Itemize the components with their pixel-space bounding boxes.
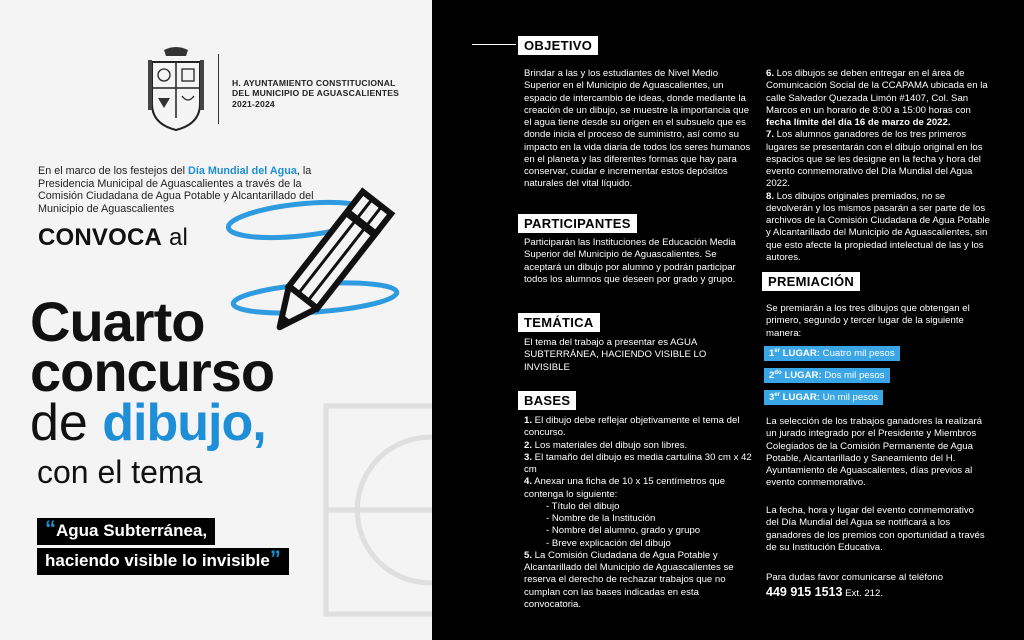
bases-item-7-num: 7.: [766, 129, 775, 141]
bases-item-8: [766, 191, 992, 265]
bases-sub-item: - Nombre de la Institución: [546, 513, 656, 525]
intro-part-2: , la Presidencia Municipal de Aguascalientes a través de la Comisión Ciudadana de Agua Potable y Alcantarillado del Municipio de Aguascalientes: [38, 165, 314, 216]
prize-2-value: Dos mil pesos: [821, 370, 885, 382]
prize-3-sup: er: [774, 392, 781, 398]
bases-item-4-num: 4.: [524, 476, 533, 488]
bases-item-1: [524, 415, 756, 440]
bases-item-5: [524, 550, 756, 611]
title-line-3-b: dibujo,: [102, 394, 266, 452]
prize-third: [764, 390, 883, 405]
gov-line-2: DEL MUNICIPIO DE AGUASCALIENTES: [232, 88, 400, 99]
bases-item-3: [524, 452, 756, 477]
prize-3-ord: 3: [769, 392, 775, 404]
prize-1-label: LUGAR:: [780, 348, 820, 360]
prize-3-value: Un mil pesos: [819, 392, 879, 404]
contact-info: [766, 572, 988, 601]
theme-text-2: haciendo visible lo invisible: [45, 551, 270, 570]
bases-item-7: [766, 129, 992, 190]
bases-item-6: [766, 68, 992, 129]
bases-item-1-text: El dibujo debe reflejar objetivamente el tema del concurso.: [524, 415, 740, 439]
prize-second: [764, 368, 890, 383]
gov-line-1: H. AYUNTAMIENTO CONSTITUCIONAL: [232, 78, 396, 88]
deadline-date: fecha límite del día 16 de marzo de 2022.: [766, 117, 951, 129]
prize-1-ord: 1: [769, 348, 775, 360]
participantes-text: Participarán las Instituciones de Educación Media Superior del Municipio de Aguascalientes. Se aceptará un dibujo por alumno y podrán participar todos los alumnos que deseen por grado y grupo.: [524, 237, 736, 285]
bases-continued: [766, 68, 992, 264]
header-divider: [218, 54, 219, 124]
convoca-heading: [38, 224, 188, 252]
bases-item-5-text: La Comisión Ciudadana de Agua Potable y Alcantarillado del Municipio de Aguascalientes se reserva el derecho de rechazar trabajos que no cumplan con las bases indicadas en esta convocatoria.: [524, 549, 734, 610]
objetivo-text: Brindar a las y los estudiantes de Nivel Medio Superior en el Municipio de Aguascalientes, un espacio de intercambio de ideas, donde mediante la creación de un dibujo, se muestre la importancia que el agua tiene desde su origen en el subsuelo que es donde inicia el proceso de suministro, así como su impacto en la vida diaria de todos los seres humanos en el planeta y las diferentes formas que hay para conservar, cuidar e incrementar estos depósitos naturales del vital líquido.: [524, 68, 751, 190]
prize-2-label: LUGAR:: [781, 370, 822, 382]
bases-item-6-num: 6.: [766, 68, 775, 79]
bases-item-4: [524, 476, 756, 501]
bases-item-7-text: Los alumnos ganadores de los tres primeros lugares se presentarán con el dibujo original en los espacios que se les designe en la fecha y hora del evento conmemorativo del Día Mundial del Agua 2022.: [766, 129, 983, 190]
pencil-scribble-icon: [220, 180, 430, 350]
prize-2-sup: do: [774, 370, 782, 376]
theme-line-1: [37, 518, 215, 545]
premiacion-notice: La fecha, hora y lugar del evento conmemorativo del Día Mundial del Agua se notificará a los ganadores de los premios con oportunidad a través de su Institución Educativa.: [766, 505, 985, 553]
tematica-title: TEMÁTICA: [518, 313, 600, 332]
watermark-crest-icon: [300, 380, 432, 640]
bases-item-5-num: 5.: [524, 549, 533, 561]
bases-item-8-num: 8.: [766, 190, 775, 202]
prize-first: [764, 346, 900, 361]
close-quote: ”: [269, 546, 281, 571]
title-line-2: concurso: [30, 340, 275, 403]
prize-3-label: LUGAR:: [780, 392, 820, 404]
theme-line-2: [37, 548, 289, 575]
title-line-4: con el tema: [37, 454, 203, 490]
bases-item-2-text: Los materiales del dibujo son libres.: [532, 439, 688, 451]
open-quote: “: [45, 516, 56, 541]
premiacion-title: PREMIACIÓN: [762, 272, 860, 291]
title-line-1: Cuarto: [30, 290, 205, 353]
theme-text-1: Agua Subterránea,: [56, 521, 208, 540]
municipal-crest-icon: [146, 46, 206, 132]
bases-item-2: [524, 440, 756, 452]
objetivo-title: OBJETIVO: [518, 36, 598, 55]
bases-item-3-text: El tamaño del dibujo es media cartulina 30 cm x 42 cm: [524, 451, 752, 476]
phone-ext: Ext. 212.: [842, 588, 883, 600]
prize-1-value: Cuatro mil pesos: [819, 348, 895, 360]
contact-phone-line: [766, 584, 988, 600]
left-panel: [0, 0, 432, 640]
title-line-3-a: de: [30, 394, 103, 452]
bases-sub-item: - Nombre del alumno, grado y grupo: [546, 525, 701, 537]
convoca-bold: CONVOCA: [38, 224, 163, 251]
bases-item-3-num: 3.: [524, 451, 533, 463]
intro-part-1: En el marco de los festejos del: [38, 165, 189, 177]
bases-sub-item: - Breve explicación del dibujo: [546, 537, 671, 549]
bases-item-1-num: 1.: [524, 415, 533, 426]
bases-item-8-text: Los dibujos originales premiados, no se devolverán y los mismos pasarán a ser parte de los archivos de la Comisión Ciudadana de Agua Potable y Alcantarillado del Municipio de Aguascalientes, sin que esto afecte la propiedad intelectual de las y los autores.: [766, 190, 991, 263]
bases-item-4-text: Anexar una ficha de 10 x 15 centímetros que contenga lo siguiente:: [524, 476, 726, 500]
convoca-rest: al: [162, 224, 189, 251]
bases-sub-item: - Título del dibujo: [546, 500, 620, 512]
participantes-title: PARTICIPANTES: [518, 214, 637, 233]
prize-2-ord: 2: [769, 370, 775, 382]
bases-item-6-text: Los dibujos se deben entregar en el área de Comunicación Social de la CCAPAMA ubicada en la calle Salvador Quezada Limón #1407, Col. San Marcos en un horario de 8:00 a 15:00 horas con: [766, 68, 988, 116]
bases-item-2-num: 2.: [524, 439, 533, 451]
phone-number[interactable]: 449 915 1513: [766, 585, 843, 600]
premiacion-intro: Se premiarán a los tres dibujos que obtengan el primero, segundo y tercer lugar de la siguiente manera:: [766, 303, 970, 339]
gov-years: 2021-2024: [232, 98, 275, 109]
bases-list: [524, 415, 756, 611]
connector-line: [472, 44, 516, 45]
contact-text: Para dudas favor comunicarse al teléfono: [766, 572, 944, 583]
government-header: [232, 78, 399, 109]
intro-highlight: Día Mundial del Agua: [188, 165, 297, 177]
title-line-3: [30, 394, 266, 452]
bases-title: BASES: [518, 391, 576, 410]
tematica-text: El tema del trabajo a presentar es AGUA SUBTERRÁNEA, HACIENDO VISIBLE LO INVISIBLE: [524, 337, 707, 373]
premiacion-selection: La selección de los trabajos ganadores la realizará un jurado integrado por el Presidente y Miembros Colegiados de la Comisión Permanente de Agua Potable, Alcantarillado y Saneamiento del H. Ayuntamiento de Aguascalientes, días previos al evento conmemorativo.: [766, 416, 982, 489]
prize-1-sup: er: [774, 348, 781, 354]
